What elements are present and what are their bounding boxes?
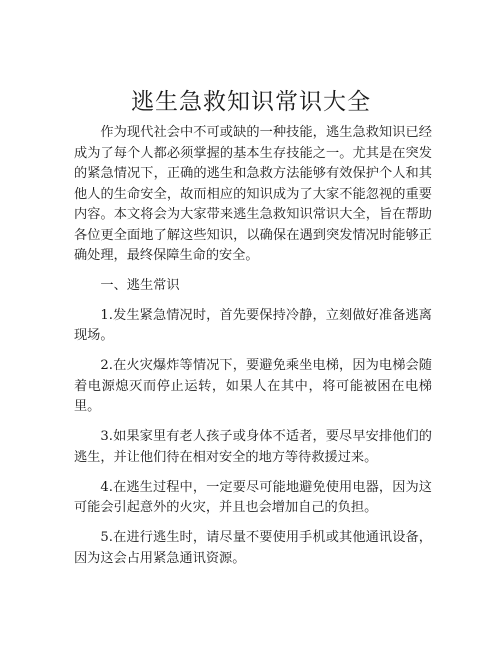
document-body: [74, 123, 432, 579]
list-item: 5.在进行逃生时，请尽量不要使用手机或其他通讯设备，因为这会占用紧急通讯资源。: [74, 530, 432, 566]
intro-paragraph: 作为现代社会中不可或缺的一种技能，逃生急救知识已经成为了每个人都必须掌握的基本生存技能之一。尤其是在突发的紧急情况下，正确的逃生和急救方法能够有效保护个人和其他人的生命安全，故而相应的知识成为了大家不能忽视的重要内容。本文将会为大家带来逃生急救知识常识大全，旨在帮助各位更全面地了解这些知识，以确保在遇到突发情况时能够正确处理，最终保障生命的安全。: [74, 125, 432, 263]
section-heading: 一、逃生常识: [100, 278, 180, 293]
document-title: 逃生急救知识常识大全: [131, 89, 371, 115]
list-item: 3.如果家里有老人孩子或身体不适者，要尽早安排他们的逃生，并让他们待在相对安全的地方等待救援过来。: [74, 429, 432, 465]
list-item: 1.发生紧急情况时，首先要保持冷静，立刻做好准备逃离现场。: [74, 307, 432, 343]
list-item: 4.在逃生过程中，一定要尽可能地避免使用电器，因为这可能会引起意外的火灾，并且也会增加自己的负担。: [74, 479, 432, 515]
list-item: 2.在火灾爆炸等情况下，要避免乘坐电梯，因为电梯会随着电源熄灭而停止运转，如果人在其中，将可能被困在电梯里。: [74, 358, 432, 414]
